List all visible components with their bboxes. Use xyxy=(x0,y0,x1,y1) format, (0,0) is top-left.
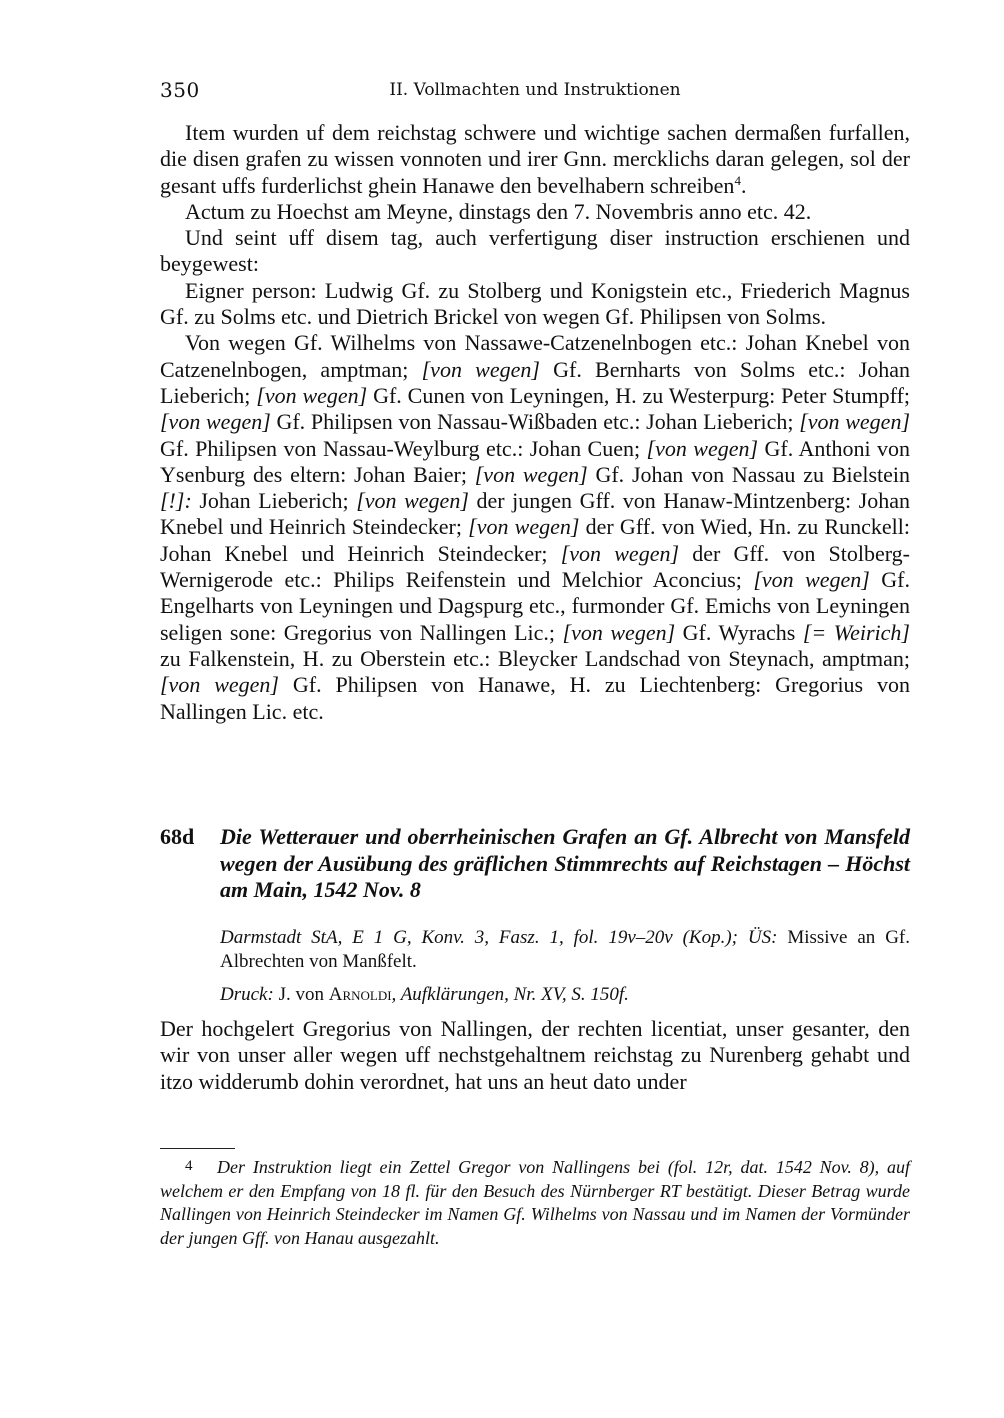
editorial-insertion: [!]: xyxy=(160,488,192,514)
page-header xyxy=(160,78,910,108)
editorial-insertion: [von wegen] xyxy=(468,514,580,540)
source-description: Missive an Gf. Albrechten von Manßfelt. xyxy=(220,927,911,972)
print-author-initial: J. von xyxy=(273,984,329,1005)
document-number: 68d xyxy=(160,824,195,849)
editorial-insertion: [von wegen] xyxy=(560,540,680,566)
running-head: II. Vollmachten und Instruktionen xyxy=(389,80,681,100)
paragraph-segment: Gf. Cunen von Leyningen, H. zu Westerpurg: Peter Stumpff; xyxy=(367,382,911,408)
paragraph-segment: Gf. Philipsen von Nassau-Wißbaden etc.: Johan Lieberich; xyxy=(270,409,800,435)
paragraph-segment: zu Falkenstein, H. zu Oberstein etc.: Bleycker Landschad von Steynach, amptman; xyxy=(160,645,910,671)
document-heading xyxy=(160,824,910,904)
footnote-text: Der Instruktion liegt ein Zettel Gregor von Nallingens bei (fol. 12r, dat. 1542 Nov. 8), auf welchem er den Empfang von 18 fl. für den Besuch des Nürnberger RT bestätigt. Dieser Betrag wurde Nallingen von Heinrich Steindecker im Namen Gf. Wilhelms von Nassau und im Namen der Vormünder der jungen Gff. von Hanau ausgezahlt. xyxy=(160,1157,910,1248)
footnote-divider xyxy=(160,1148,235,1149)
paragraph xyxy=(160,120,910,199)
page-number: 350 xyxy=(160,78,200,102)
paragraph-segment: Gf. Johan von Nassau zu Bielstein xyxy=(587,461,910,487)
source-reference: Darmstadt StA, E 1 G, Konv. 3, Fasz. 1, fol. 19v–20v (Kop.); ÜS: xyxy=(220,927,778,948)
footnote-reference: 4 xyxy=(734,172,741,188)
paragraph-segment: Gf. Bernharts von Solms etc.: Johan Lieberich; xyxy=(160,356,910,408)
paragraph-text: Item wurden uf dem reichstag schwere und wichtige sachen dermaßen furfallen, die disen grafen zu wissen vonnoten und irer Gnn. mercklichs daran gelegen, sol der gesant uffs furderlichst ghein Hanawe den bevelhabern schreiben xyxy=(160,120,910,198)
print-line xyxy=(220,983,910,1007)
paragraph-segment: der jungen Gff. von Hanaw-Mintzenberg: Johan Knebel und Heinrich Steindecker; xyxy=(160,488,910,540)
editorial-insertion: [von wegen] xyxy=(356,488,469,514)
editorial-insertion: [von wegen] xyxy=(562,619,676,645)
paragraph-segment: Gf. Anthoni von Ysenburg des eltern: Johan Baier; xyxy=(160,435,911,487)
editorial-insertion: [von wegen] xyxy=(256,382,368,408)
paragraph-segment: der Gff. von Stolberg-Wernigerode etc.: Philips Reifenstein und Melchior Aconcius; xyxy=(160,540,911,593)
paragraph-end: . xyxy=(740,172,747,198)
editorial-insertion: [von wegen] xyxy=(474,461,588,487)
paragraph-segment: Gf. Philipsen von Hanawe, H. zu Liechtenberg: Gregorius von Nallingen Lic. etc. xyxy=(160,672,911,724)
source-apparatus xyxy=(220,926,910,1017)
print-reference: , Aufklärungen, Nr. XV, S. 150f. xyxy=(391,984,629,1005)
print-author-name: Arnoldi xyxy=(328,984,392,1005)
editorial-insertion: [von wegen] xyxy=(799,409,911,435)
editorial-insertion: [von wegen] xyxy=(646,435,759,461)
editorial-insertion: [von wegen] xyxy=(421,356,540,382)
paragraph-segment: Von wegen Gf. Wilhelms von Nassawe-Catzenelnbogen etc.: Johan Knebel von Catzenelnbogen, amptman; xyxy=(160,330,910,382)
paragraph xyxy=(160,330,910,724)
paragraph: Actum zu Hoechst am Meyne, dinstags den 7. Novembris anno etc. 42. xyxy=(185,198,812,224)
paragraph-segment: Gf. Wyrachs xyxy=(675,619,803,645)
paragraph-segment: Gf. Engelharts von Leyningen und Dagspurg etc., furmonder Gf. Emichs von Leyningen seligen sone: Gregorius von Nallingen Lic.; xyxy=(160,567,910,645)
body-text xyxy=(160,120,910,725)
paragraph-segment: Johan Lieberich; xyxy=(191,488,357,514)
editorial-insertion: [von wegen] xyxy=(160,672,279,698)
source-line xyxy=(220,926,910,973)
paragraph-segment: der Gff. von Wied, Hn. zu Runckell: Johan Knebel und Heinrich Steindecker; xyxy=(160,514,910,566)
paragraph: Und seint uff disem tag, auch verfertigung diser instruction erschienen und beygewest: xyxy=(160,225,910,277)
print-label: Druck: xyxy=(220,984,274,1005)
footnote-number: 4 xyxy=(185,1158,193,1174)
paragraph-segment: Gf. Philipsen von Nassau-Weylburg etc.: Johan Cuen; xyxy=(160,435,647,461)
editorial-insertion: [= Weirich] xyxy=(802,619,910,645)
document-title: Die Wetterauer und oberrheinischen Grafen an Gf. Albrecht von Mansfeld wegen der Ausübung des gräflichen Stimmrechts auf Reichstagen – Höchst am Main, 1542 Nov. 8 xyxy=(220,824,910,902)
editorial-insertion: [von wegen] xyxy=(160,409,271,435)
footnote xyxy=(160,1155,910,1250)
paragraph: Eigner person: Ludwig Gf. zu Stolberg und Konigstein etc., Friederich Magnus Gf. zu Solms etc. und Dietrich Brickel von wegen Gf. Philipsen von Solms. xyxy=(160,277,910,330)
editorial-insertion: [von wegen] xyxy=(753,567,870,593)
document-text: Der hochgelert Gregorius von Nallingen, der rechten licentiat, unser gesanter, den wir von unser aller wegen uff nechstgehaltnem reichstag zu Nurenberg gehabt und itzo widderumb dohin verordnet, hat uns an heut dato under xyxy=(160,1016,910,1094)
